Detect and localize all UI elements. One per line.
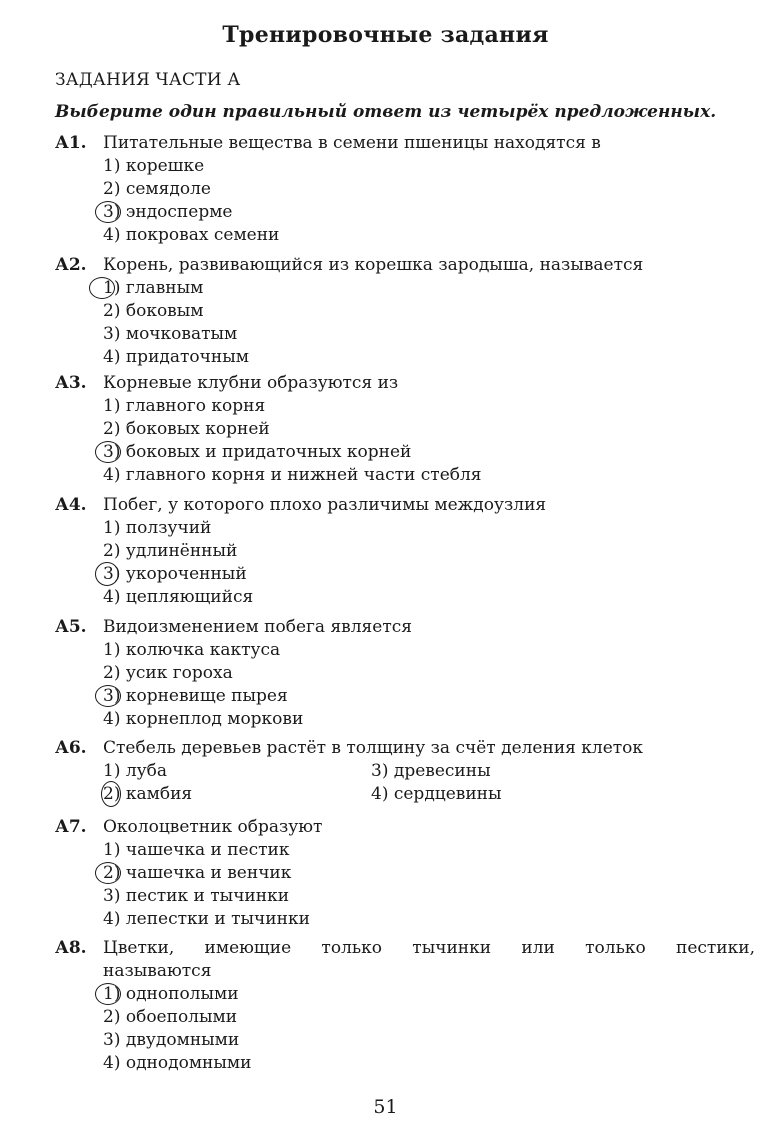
question-number: А3.: [55, 373, 87, 393]
option: 3) древесины: [371, 761, 491, 781]
option: 4) покровах семени: [103, 225, 280, 245]
option: 1) ползучий: [103, 518, 212, 538]
option-circled: 1) главным: [103, 277, 755, 300]
question-number: А5.: [55, 617, 87, 637]
answer-circle-mark: [95, 983, 121, 1005]
option: 4) корнеплод моркови: [103, 709, 304, 729]
question-number: А8.: [55, 938, 87, 958]
question-a2: [55, 254, 755, 369]
option: 4) придаточным: [103, 347, 249, 367]
option: 3) двудомными: [103, 1030, 240, 1050]
option: 3) мочковатым: [103, 324, 238, 344]
question-number: А7.: [55, 817, 87, 837]
answer-circle-mark: [95, 685, 121, 707]
option: 1) корешке: [103, 156, 205, 176]
question-text: Видоизменением побега является: [103, 617, 412, 637]
option: 2) боковых корней: [103, 419, 270, 439]
option: 1) главного корня: [103, 396, 266, 416]
answer-circle-mark: [95, 441, 121, 463]
page-title: Тренировочные задания: [222, 22, 549, 48]
option: 3) пестик и тычинки: [103, 886, 290, 906]
option-circled: 2) камбия: [103, 783, 192, 806]
option: 4) лепестки и тычинки: [103, 909, 310, 929]
question-a5: [55, 616, 755, 731]
option: 2) боковым: [103, 301, 204, 321]
question-text: Питательные вещества в семени пшеницы находятся в: [103, 133, 601, 153]
option-circled: 1) однополыми: [103, 983, 755, 1006]
option: 2) удлинённый: [103, 541, 238, 561]
option: 2) усик гороха: [103, 663, 233, 683]
instruction: Выберите один правильный ответ из четырёх предложенных.: [55, 102, 717, 122]
option-circled: 3) корневище пырея: [103, 685, 755, 708]
question-a6: [55, 737, 755, 806]
question-number: А6.: [55, 738, 87, 758]
question-text: Стебель деревьев растёт в толщину за счёт деления клеток: [103, 738, 644, 758]
answer-circle-mark: [95, 862, 121, 884]
question-number: А2.: [55, 255, 87, 275]
question-a1: [55, 132, 755, 247]
option: 1) чашечка и пестик: [103, 840, 290, 860]
answer-circle-mark: [95, 562, 119, 586]
question-a8: [55, 937, 755, 1075]
option-circled: 3) боковых и придаточных корней: [103, 441, 755, 464]
option-circled: 3) эндосперме: [103, 201, 755, 224]
part-heading: ЗАДАНИЯ ЧАСТИ А: [55, 70, 241, 90]
option: 1) луба: [103, 761, 168, 781]
option: 4) цепляющийся: [103, 587, 254, 607]
option-circled: 2) чашечка и венчик: [103, 862, 755, 885]
question-text: Корень, развивающийся из корешка зародыша, называется: [103, 255, 644, 275]
question-a7: [55, 816, 755, 931]
answer-circle-mark: [95, 201, 121, 223]
question-a3: [55, 372, 755, 487]
option: 4) главного корня и нижней части стебля: [103, 465, 482, 485]
page-number: 51: [373, 1096, 398, 1118]
options-grid: [103, 760, 755, 806]
answer-circle-mark: [101, 781, 121, 807]
option: 2) обоеполыми: [103, 1007, 238, 1027]
option-circled: 3) укороченный: [103, 563, 755, 586]
question-text: Цветки, имеющие только тычинки или только пестики, называются: [103, 938, 755, 981]
option: 4) однодомными: [103, 1053, 252, 1073]
question-a4: [55, 494, 755, 609]
question-text: Корневые клубни образуются из: [103, 373, 399, 393]
question-number: А1.: [55, 133, 87, 153]
question-text: Побег, у которого плохо различимы междоузлия: [103, 495, 547, 515]
option: 1) колючка кактуса: [103, 640, 281, 660]
option: 2) семядоле: [103, 179, 211, 199]
option: 4) сердцевины: [371, 784, 502, 804]
answer-circle-mark: [89, 277, 115, 299]
question-text: Околоцветник образуют: [103, 817, 323, 837]
question-number: А4.: [55, 495, 87, 515]
